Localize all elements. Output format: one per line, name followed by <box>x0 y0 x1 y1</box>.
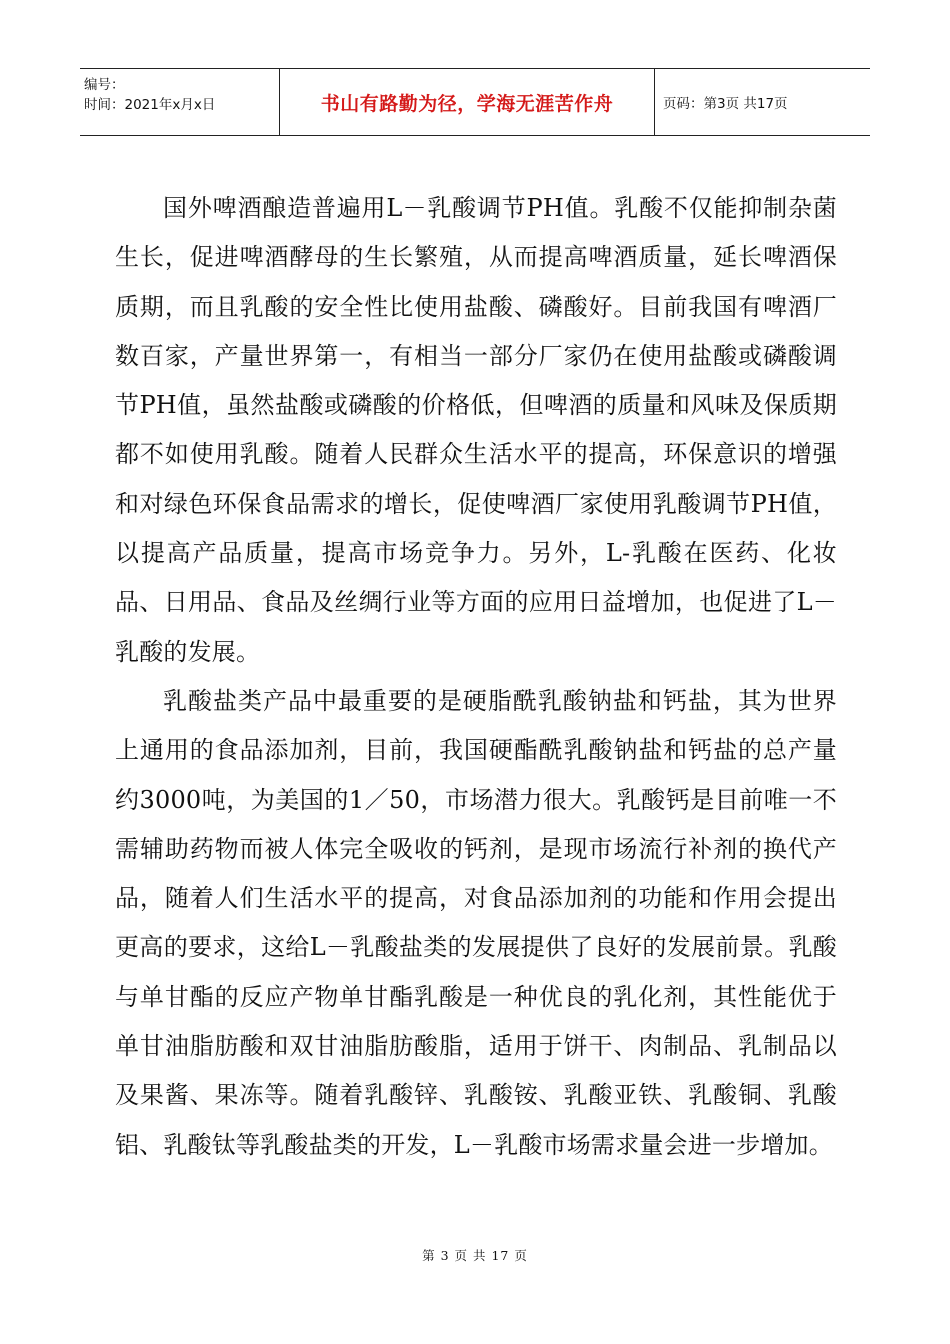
page-footer: 第 3 页 共 17 页 <box>422 1248 528 1263</box>
page-header <box>80 68 870 136</box>
header-meta <box>80 69 280 135</box>
paragraph-beer-lactic-acid: 国外啤酒酿造普遍用L－乳酸调节PH值。乳酸不仅能抑制杂菌生长，促进啤酒酵母的生长繁殖，从而提高啤酒质量，延长啤酒保质期，而且乳酸的安全性比使用盐酸、磷酸好。目前我国有啤酒厂数百家，产量世界第一，有相当一部分厂家仍在使用盐酸或磷酸调节PH值，虽然盐酸或磷酸的价格低，但啤酒的质量和风味及保质期都不如使用乳酸。随着人民群众生活水平的提高，环保意识的增强和对绿色环保食品需求的增长，促使啤酒厂家使用乳酸调节PH值，以提高产品质量，提高市场竞争力。另外，L-乳酸在医药、化妆品、日用品、食品及丝绸行业等方面的应用日益增加，也促进了L－乳酸的发展。 <box>115 194 837 666</box>
document-number-label: 编号： <box>84 77 125 93</box>
paragraph-lactate-salts: 乳酸盐类产品中最重要的是硬脂酰乳酸钠盐和钙盐，其为世界上通用的食品添加剂，目前，我国硬酯酰乳酸钠盐和钙盐的总产量约3000吨，为美国的1／50，市场潜力很大。乳酸钙是目前唯一不需辅助药物而被人体完全吸收的钙剂，是现市场流行补剂的换代产品，随着人们生活水平的提高，对食品添加剂的功能和作用会提出更高的要求，这给L－乳酸盐类的发展提供了良好的发展前景。乳酸与单甘酯的反应产物单甘酯乳酸是一种优良的乳化剂，其性能优于单甘油脂肪酸和双甘油脂肪酸脂，适用于饼干、肉制品、乳制品以及果酱、果冻等。随着乳酸锌、乳酸铵、乳酸亚铁、乳酸铜、乳酸铝、乳酸钛等乳酸盐类的开发，L－乳酸市场需求量会进一步增加。 <box>115 686 837 1159</box>
header-page-info: 页码：第3页 共17页 <box>663 96 788 112</box>
document-body <box>115 184 837 1170</box>
document-time-label: 时间：2021年x月x日 <box>84 97 216 113</box>
header-motto: 书山有路勤为径，学海无涯苦作舟 <box>280 69 655 135</box>
